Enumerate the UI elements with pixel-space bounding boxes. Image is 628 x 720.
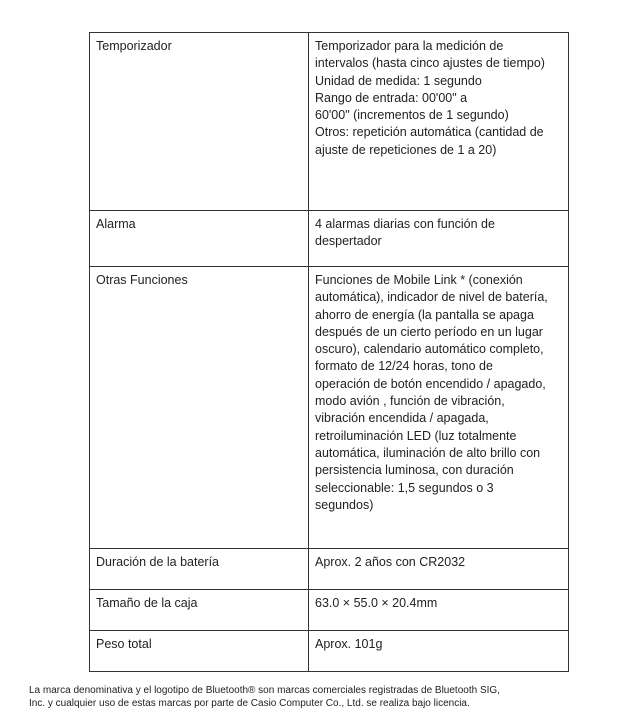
spec-value-timer xyxy=(309,33,569,211)
spec-value-other-functions xyxy=(309,267,569,549)
spec-label-timer: Temporizador xyxy=(90,33,309,211)
spec-value-line: después de un cierto período en un lugar xyxy=(315,324,543,339)
spec-value-line: formato de 12/24 horas, tono de xyxy=(315,359,493,374)
spec-value-line: Funciones de Mobile Link * (conexión xyxy=(315,273,523,287)
spec-value-line: segundos) xyxy=(315,497,374,512)
footnote-line: La marca denominativa y el logotipo de Bluetooth® son marcas comerciales registradas de Bluetooth SIG, xyxy=(29,685,500,696)
spec-value-line: despertador xyxy=(315,234,382,249)
spec-label-alarm: Alarma xyxy=(90,211,309,267)
spec-value-line: Temporizador para la medición de xyxy=(315,39,504,53)
spec-value-line: Rango de entrada: 00'00" a xyxy=(315,90,468,105)
spec-label-battery: Duración de la batería xyxy=(90,549,309,590)
spec-value-line: operación de botón encendido / apagado, xyxy=(315,376,546,391)
footnote-line: Inc. y cualquier uso de estas marcas por parte de Casio Computer Co., Ltd. se realiza bajo licencia. xyxy=(29,697,470,709)
spec-row-battery xyxy=(90,549,569,590)
spec-value-line: 60'00" (incrementos de 1 segundo) xyxy=(315,108,509,123)
spec-value-weight: Aprox. 101g xyxy=(309,631,569,672)
spec-value-case-size: 63.0 × 55.0 × 20.4mm xyxy=(309,590,569,631)
spec-value-line: persistencia luminosa, con duración xyxy=(315,463,514,478)
spec-table xyxy=(89,32,569,672)
spec-value-line: intervalos (hasta cinco ajustes de tiempo) xyxy=(315,56,545,71)
spec-value-line: Otros: repetición automática (cantidad de xyxy=(315,125,544,140)
spec-label-weight: Peso total xyxy=(90,631,309,672)
spec-value-line: oscuro), calendario automático completo, xyxy=(315,342,544,357)
spec-value-line: automática, iluminación de alto brillo con xyxy=(315,445,541,460)
spec-row-alarm xyxy=(90,211,569,267)
spec-value-line: Unidad de medida: 1 segundo xyxy=(315,73,482,88)
spec-value-alarm xyxy=(309,211,569,267)
spec-value-line: seleccionable: 1,5 segundos o 3 xyxy=(315,480,494,495)
spec-value-line: automática), indicador de nivel de batería, xyxy=(315,290,548,305)
spec-label-other-functions: Otras Funciones xyxy=(90,267,309,549)
spec-value-battery: Aprox. 2 años con CR2032 xyxy=(309,549,569,590)
spec-value-line: 4 alarmas diarias con función de xyxy=(315,217,495,231)
spec-value-line: retroiluminación LED (luz totalmente xyxy=(315,428,517,443)
spec-row-other-functions xyxy=(90,267,569,549)
spec-row-weight xyxy=(90,631,569,672)
spec-value-line: modo avión , función de vibración, xyxy=(315,394,505,409)
spec-row-case-size xyxy=(90,590,569,631)
spec-value-line: ajuste de repeticiones de 1 a 20) xyxy=(315,142,497,157)
bluetooth-trademark-footnote xyxy=(29,685,609,710)
spec-row-timer xyxy=(90,33,569,211)
spec-label-case-size: Tamaño de la caja xyxy=(90,590,309,631)
spec-value-line: ahorro de energía (la pantalla se apaga xyxy=(315,307,534,322)
spec-value-line: vibración encendida / apagada, xyxy=(315,411,489,426)
